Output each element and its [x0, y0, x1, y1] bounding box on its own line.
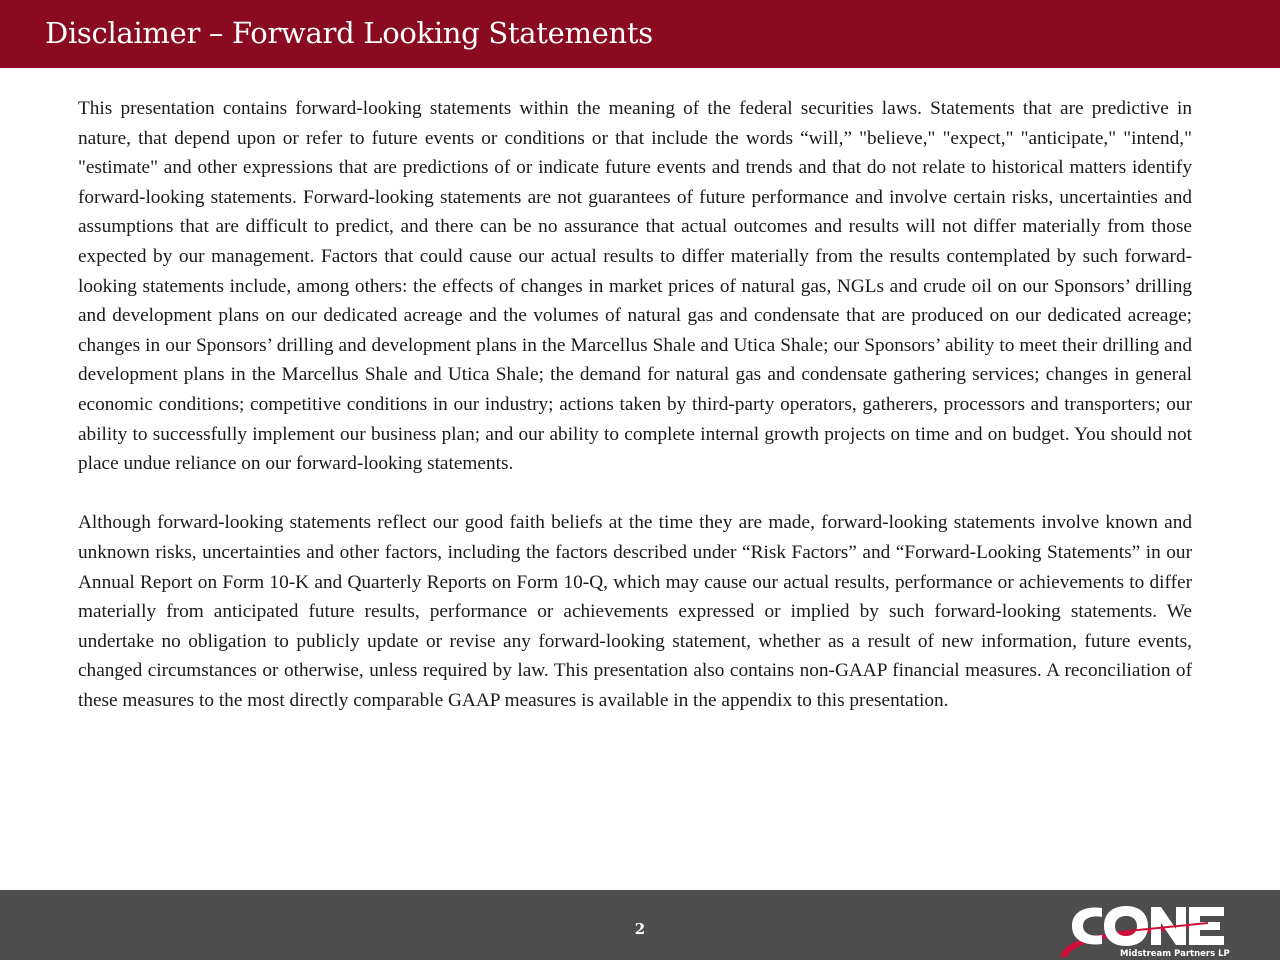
footer-bar: [0, 890, 1280, 960]
title-bar: [0, 0, 1280, 68]
disclaimer-paragraph-1: This presentation contains forward-looking statements within the meaning of the federal securities laws. Statements that are predictive in nature, that depend upon or refer to future events or conditions or that include the words “will,” "believe," "expect," "anticipate," "intend," "estimate" and other expressions that are predictions of or indicate future events and trends and that do not relate to historical matters identify forward-looking statements. Forward-looking statements are not guarantees of future performance and involve certain risks, uncertainties and assumptions that are difficult to predict, and there can be no assurance that actual outcomes and results will not differ materially from those expected by our management. Factors that could cause our actual results to differ materially from the results contemplated by such forward-looking statements include, among others: the effects of changes in market prices of natural gas, NGLs and crude oil on our Sponsors’ drilling and development plans on our dedicated acreage and the volumes of natural gas and condensate that are produced on our dedicated acreage; changes in our Sponsors’ drilling and development plans in the Marcellus Shale and Utica Shale; our Sponsors’ ability to meet their drilling and development plans in the Marcellus Shale and Utica Shale; the demand for natural gas and condensate gathering services; changes in general economic conditions; competitive conditions in our industry; actions taken by third-party operators, gatherers, processors and transporters; our ability to successfully implement our business plan; and our ability to complete internal growth projects on time and on budget. You should not place undue reliance on our forward-looking statements.: [78, 98, 1192, 475]
page-number: 2: [634, 920, 646, 938]
cone-logo-icon: [1058, 902, 1238, 958]
disclaimer-body: [78, 94, 1192, 715]
logo-tagline: Midstream Partners LP: [1120, 949, 1230, 958]
disclaimer-paragraph-2: Although forward-looking statements reflect our good faith beliefs at the time they are made, forward-looking statements involve known and unknown risks, uncertainties and other factors, including the factors described under “Risk Factors” and “Forward-Looking Statements” in our Annual Report on Form 10-K and Quarterly Reports on Form 10-Q, which may cause our actual results, performance or achievements to differ materially from anticipated future results, performance or achievements expressed or implied by such forward-looking statements. We undertake no obligation to publicly update or revise any forward-looking statement, whether as a result of new information, future events, changed circumstances or otherwise, unless required by law. This presentation also contains non-GAAP financial measures. A reconciliation of these measures to the most directly comparable GAAP measures is available in the appendix to this presentation.: [78, 512, 1192, 711]
slide-title: Disclaimer – Forward Looking Statements: [45, 16, 653, 50]
